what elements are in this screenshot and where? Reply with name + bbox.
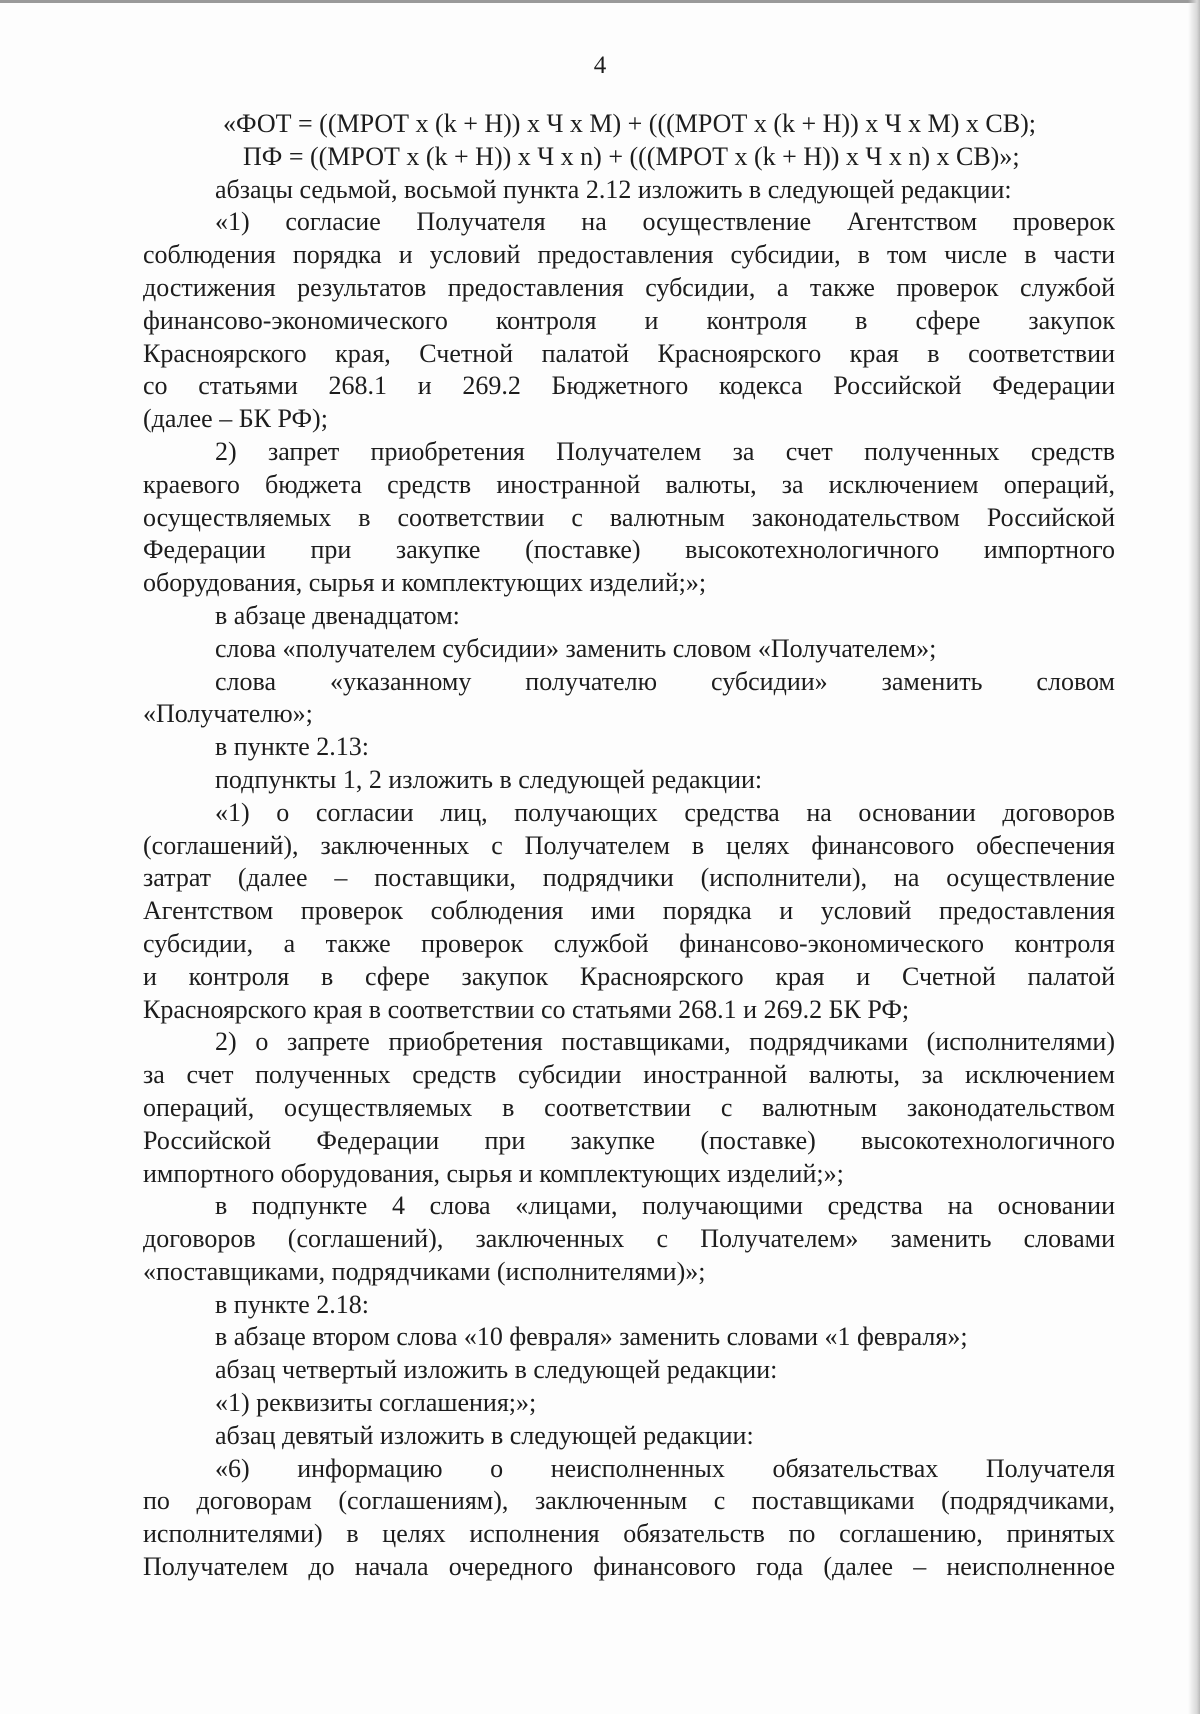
text-line: импортного оборудования, сырья и комплектующих изделий;»;	[143, 1158, 844, 1188]
text-line: в абзаце двенадцатом:	[215, 600, 460, 630]
formula-fot: «ФОТ = ((МРОТ х (k + Н)) х Ч х М) + (((МРОТ х (k + Н)) х Ч х М) х СВ);	[223, 109, 1036, 138]
text-line: абзац девятый изложить в следующей редакции:	[215, 1420, 754, 1450]
text-line: за счет полученных средств субсидии иностранной валюты, за исключением	[143, 1060, 1115, 1090]
text-line: 2) о запрете приобретения поставщиками, подрядчиками (исполнителями)	[215, 1027, 1115, 1057]
text-line: краевого бюджета средств иностранной валюты, за исключением операций,	[143, 469, 1115, 499]
text-line: Получателем до начала очередного финансового года (далее – неисполненное	[143, 1552, 1115, 1582]
text-line: слова «указанному получателю субсидии» заменить словом	[215, 666, 1115, 696]
text-line: «6) информацию о неисполненных обязательствах Получателя	[215, 1453, 1115, 1483]
text-line: Российской Федерации при закупке (поставке) высокотехнологичного	[143, 1125, 1115, 1155]
text-line: осуществляемых в соответствии с валютным законодательством Российской	[143, 502, 1115, 532]
text-line: абзацы седьмой, восьмой пункта 2.12 изложить в следующей редакции:	[215, 174, 1012, 204]
text-line: договоров (соглашений), заключенных с Получателем» заменить словами	[143, 1224, 1115, 1254]
text-line: финансово-экономического контроля и контроля в сфере закупок	[143, 305, 1115, 335]
page-edge-shadow	[1188, 0, 1200, 1714]
text-line: соблюдения порядка и условий предоставления субсидии, в том числе в части	[143, 240, 1115, 270]
text-line: Красноярского края, Счетной палатой Красноярского края в соответствии	[143, 338, 1115, 368]
text-line: в подпункте 4 слова «лицами, получающими средства на основании	[215, 1191, 1115, 1221]
text-line: «поставщиками, подрядчиками (исполнителями)»;	[143, 1256, 706, 1286]
text-line: Агентством проверок соблюдения ими порядка и условий предоставления	[143, 896, 1115, 926]
text-line: «Получателю»;	[143, 699, 313, 729]
page-number: 4	[593, 52, 607, 79]
text-line: «1) согласие Получателя на осуществление Агентством проверок	[215, 207, 1115, 237]
text-line: 2) запрет приобретения Получателем за счет полученных средств	[215, 436, 1115, 466]
text-line: исполнителями) в целях исполнения обязательств по соглашению, принятых	[143, 1519, 1115, 1549]
text-line: (соглашений), заключенных с Получателем в целях финансового обеспечения	[143, 830, 1115, 860]
text-line: операций, осуществляемых в соответствии с валютным законодательством	[143, 1092, 1115, 1122]
text-line: «1) реквизиты соглашения;»;	[215, 1388, 537, 1418]
text-line: Федерации при закупке (поставке) высокотехнологичного импортного	[143, 535, 1115, 565]
text-line: со статьями 268.1 и 269.2 Бюджетного кодекса Российской Федерации	[143, 371, 1115, 401]
text-line: оборудования, сырья и комплектующих изделий;»;	[143, 568, 707, 598]
formula-pf: ПФ = ((МРОТ х (k + Н)) х Ч х n) + (((МРОТ х (k + Н)) х Ч х n) х СВ)»;	[243, 141, 1020, 171]
text-line: по договорам (соглашениям), заключенным с поставщиками (подрядчиками,	[143, 1486, 1115, 1516]
text-line: субсидии, а также проверок службой финансово-экономического контроля	[143, 928, 1115, 958]
text-line: достижения результатов предоставления субсидии, а также проверок службой	[143, 272, 1115, 302]
text-line: в пункте 2.13:	[215, 732, 370, 762]
text-line: слова «получателем субсидии» заменить словом «Получателем»;	[215, 633, 937, 663]
text-line: затрат (далее – поставщики, подрядчики (исполнители), на осуществление	[143, 863, 1115, 893]
text-line: в абзаце втором слова «10 февраля» заменить словами «1 февраля»;	[215, 1322, 968, 1352]
text-line: в пункте 2.18:	[215, 1289, 370, 1319]
document-body	[143, 108, 1115, 1584]
text-line: подпункты 1, 2 изложить в следующей редакции:	[215, 764, 763, 794]
text-line: (далее – БК РФ);	[143, 404, 328, 434]
text-line: Красноярского края в соответствии со статьями 268.1 и 269.2 БК РФ;	[143, 994, 910, 1024]
text-line: «1) о согласии лиц, получающих средства на основании договоров	[215, 797, 1115, 827]
text-line: и контроля в сфере закупок Красноярского края и Счетной палатой	[143, 961, 1115, 991]
text-line: абзац четвертый изложить в следующей редакции:	[215, 1355, 778, 1385]
